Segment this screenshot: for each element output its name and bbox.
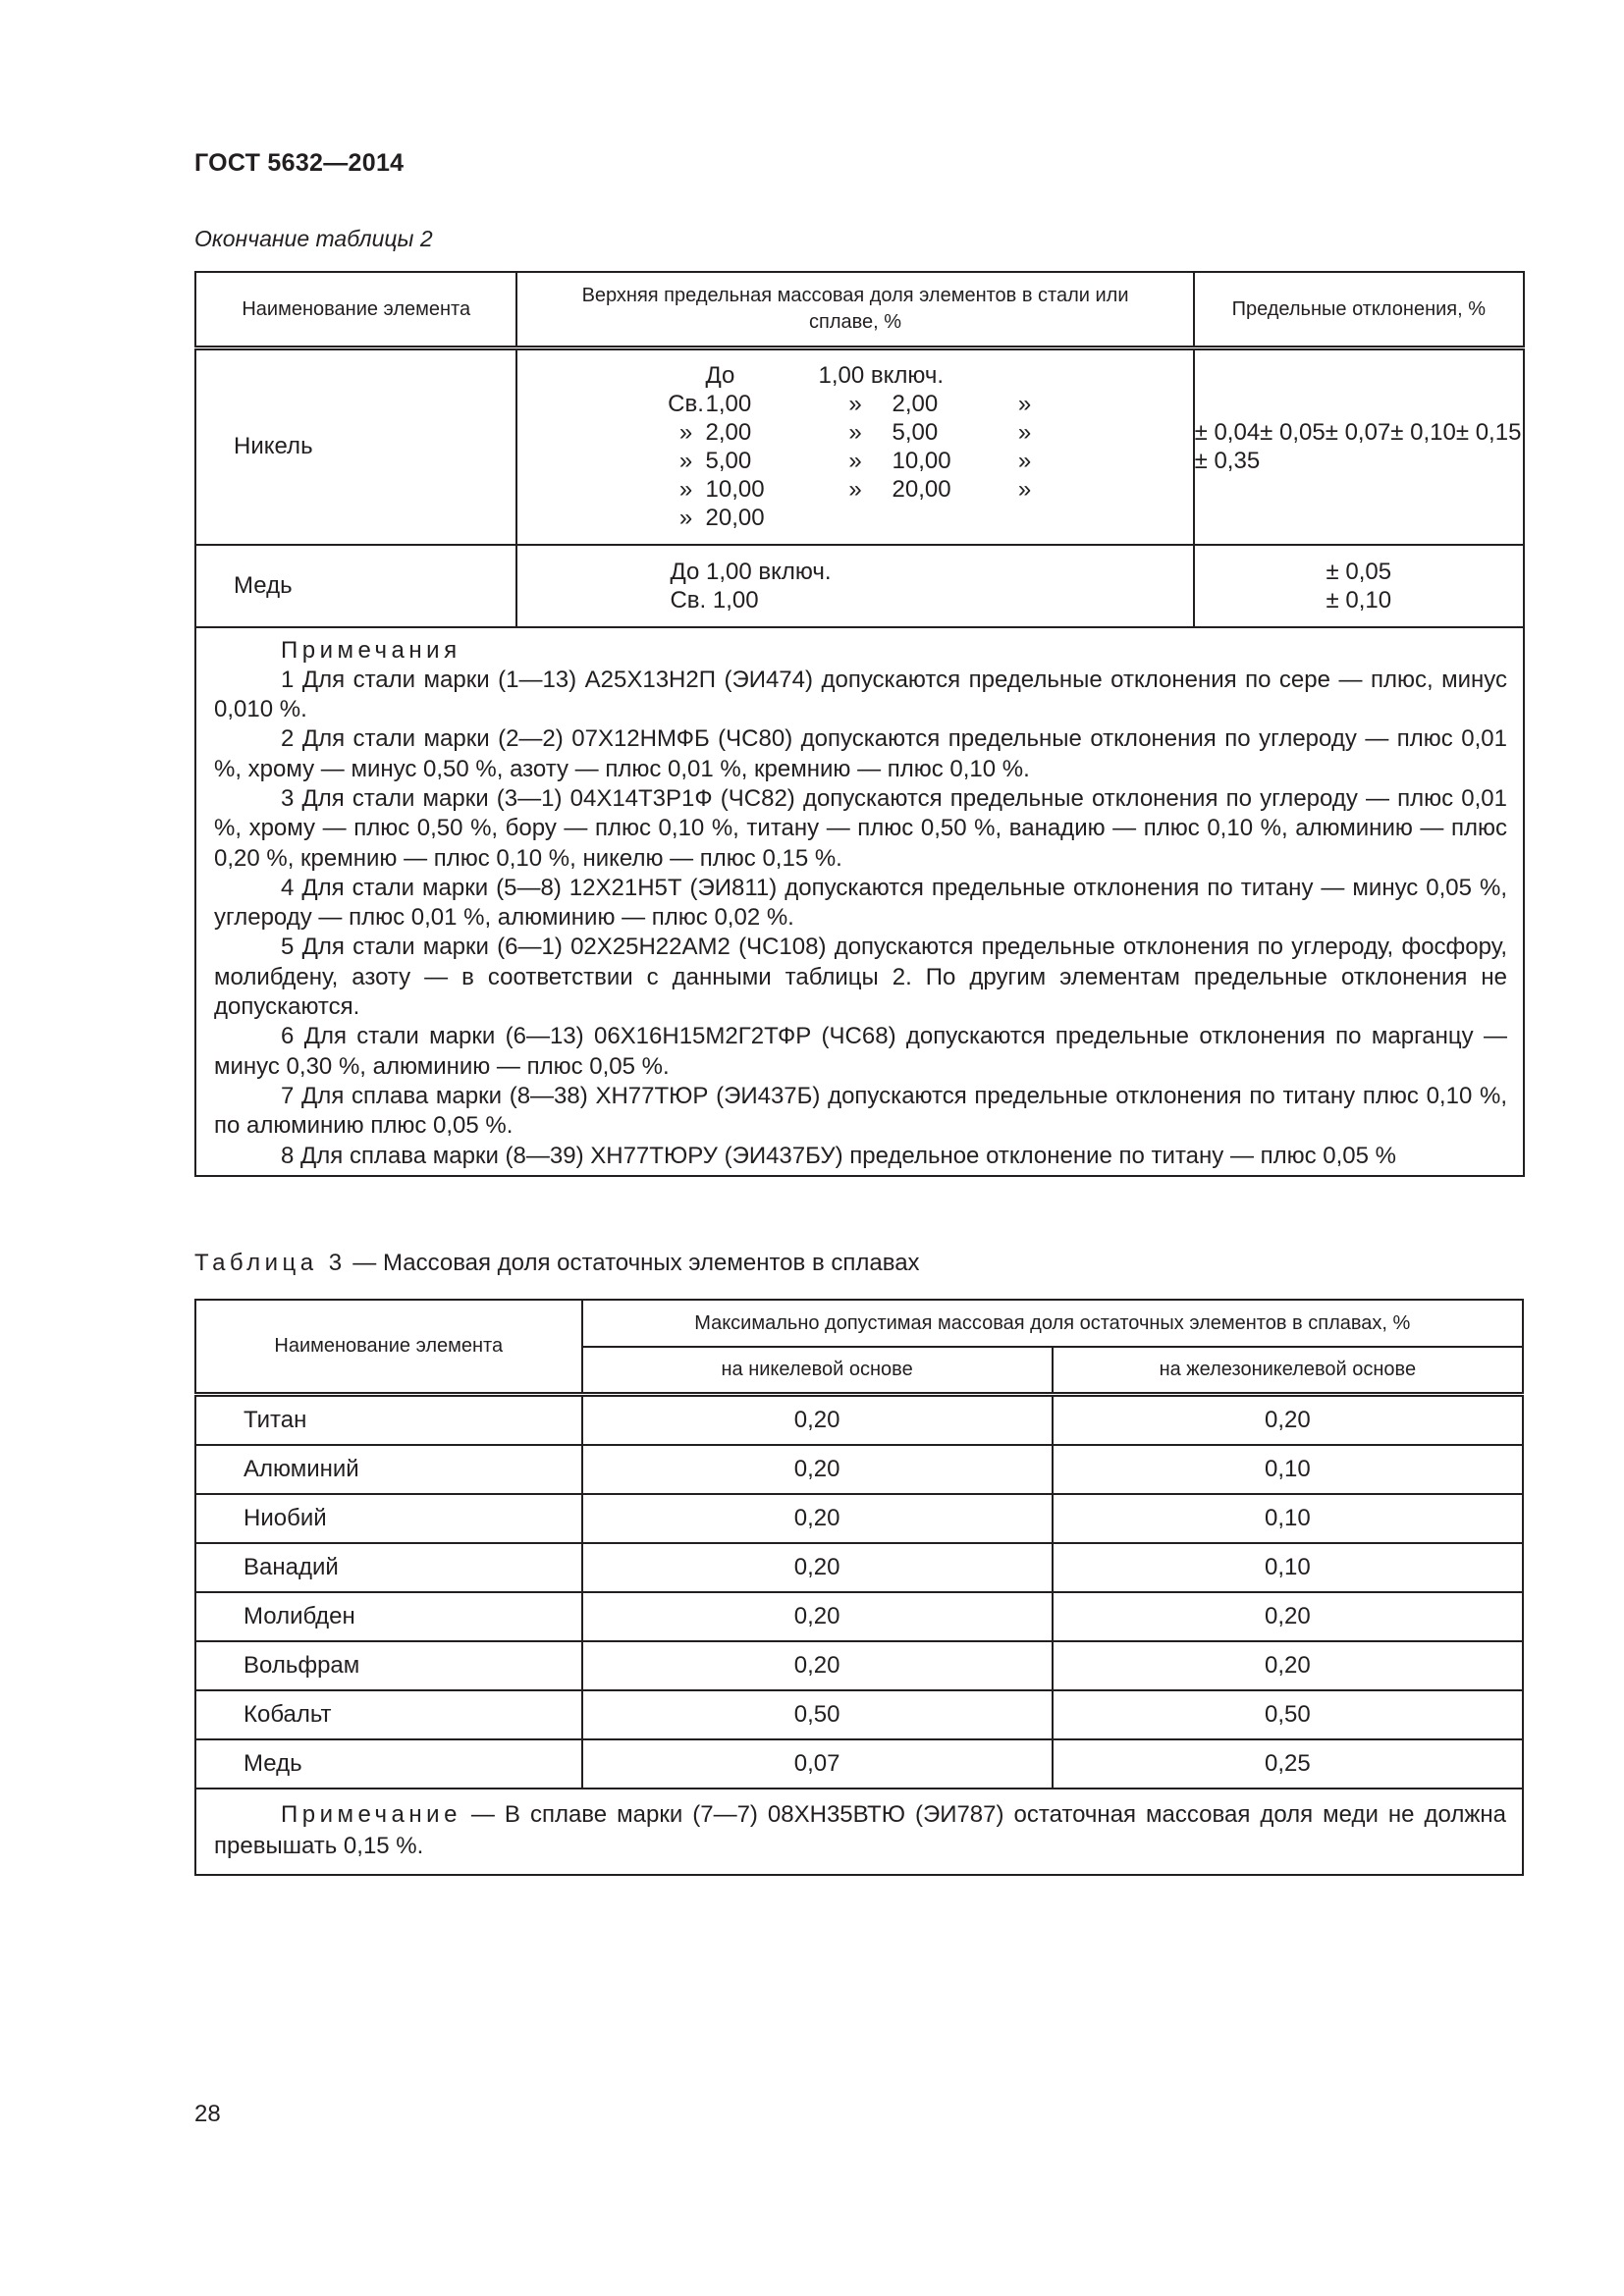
element-name: Молибден <box>195 1592 582 1641</box>
nickel-range-cell: 1,00 <box>705 391 752 418</box>
nickel-deviation: ± 0,10 <box>1390 419 1456 447</box>
nickel-range-cell: 20,00 <box>705 505 765 532</box>
column-header-max-residual: Максимально допустимая массовая доля остаточных элементов в сплавах, % <box>582 1300 1524 1347</box>
nickel-range-cell: » <box>678 476 693 504</box>
nickel-range-cell: » <box>848 419 862 447</box>
note-item: 7 Для сплава марки (8—38) ХН77ТЮР (ЭИ437Б) допускаются предельные отклонения по титану плюс 0,10 %, по алюминию плюс 0,05 %. <box>214 1082 1507 1140</box>
nickel-range-cell: » <box>1017 476 1032 504</box>
nickel-range-cell: 5,00 <box>705 448 752 475</box>
element-name: Медь <box>195 545 516 627</box>
nickel-range-cell: » <box>678 448 693 475</box>
deviation-values <box>1194 348 1524 545</box>
element-name: Ванадий <box>195 1543 582 1592</box>
column-header-upper-mass-fraction: Верхняя предельная массовая доля элементов в стали или сплаве, % <box>516 272 1193 348</box>
table3-caption-text: — Массовая доля остаточных элементов в сплавах <box>346 1250 920 1276</box>
column-header-iron-nickel-base: на железоникелевой основе <box>1053 1347 1523 1395</box>
iron-nickel-base-value: 0,10 <box>1053 1494 1523 1543</box>
table2-caption: Окончание таблицы 2 <box>194 226 433 251</box>
nickel-range-cell: 10,00 <box>705 476 765 504</box>
nickel-range-cell <box>667 361 706 390</box>
nickel-range-cell <box>1005 504 1045 532</box>
mass-fraction-ranges <box>516 545 1193 627</box>
iron-nickel-base-value: 0,20 <box>1053 1641 1523 1690</box>
table-row <box>195 1543 1523 1592</box>
table-row <box>195 1690 1523 1739</box>
table3-note-text: — В сплаве марки (7—7) 08ХН35ВТЮ (ЭИ787) остаточная массовая доля меди не должна превышать 0,15 %. <box>214 1801 1506 1859</box>
nickel-range-cell: Св. <box>668 391 704 418</box>
nickel-base-value: 0,20 <box>582 1494 1053 1543</box>
nickel-range-cell: 5,00 <box>892 419 939 447</box>
element-name: Медь <box>195 1739 582 1789</box>
nickel-base-value: 0,07 <box>582 1739 1053 1789</box>
iron-nickel-base-value: 0,20 <box>1053 1592 1523 1641</box>
nickel-range-cell: » <box>1017 448 1032 475</box>
nickel-range-cell: » <box>678 505 693 532</box>
nickel-deviation: ± 0,35 <box>1194 448 1261 475</box>
nickel-range-cell: » <box>1017 419 1032 447</box>
nickel-range-grid <box>517 361 1192 532</box>
nickel-deviation-list <box>1195 418 1523 475</box>
nickel-range-cell: 2,00 <box>705 419 752 447</box>
nickel-range-cell: 2,00 <box>892 391 939 418</box>
copper-range: До 1,00 включ. <box>670 558 832 585</box>
column-header-nickel-base: на никелевой основе <box>582 1347 1053 1395</box>
element-name: Титан <box>195 1395 582 1446</box>
column-header-element-name: Наименование элемента <box>195 272 516 348</box>
nickel-deviation: ± 0,04 <box>1194 419 1261 447</box>
column-header-element-name: Наименование элемента <box>195 1300 582 1395</box>
element-name: Никель <box>195 348 516 545</box>
nickel-range-cell: » <box>678 419 693 447</box>
iron-nickel-base-value: 0,20 <box>1053 1395 1523 1446</box>
element-name: Кобальт <box>195 1690 582 1739</box>
notes-list <box>214 666 1507 1171</box>
note-item: 1 Для стали марки (1—13) А25Х13Н2П (ЭИ474) допускаются предельные отклонения по сере — плюс, минус 0,010 %. <box>214 666 1507 723</box>
nickel-range-cell: » <box>848 391 862 418</box>
nickel-range-cell: 20,00 <box>892 476 951 504</box>
table-2 <box>194 271 1525 1177</box>
nickel-base-value: 0,20 <box>582 1395 1053 1446</box>
nickel-base-value: 0,20 <box>582 1543 1053 1592</box>
document-header: ГОСТ 5632—2014 <box>194 149 405 177</box>
nickel-range-cell: » <box>848 448 862 475</box>
nickel-range-cell <box>1005 361 1045 390</box>
notes-row <box>195 627 1524 1176</box>
copper-range: Св. 1,00 <box>670 586 759 614</box>
notes-row <box>195 1789 1523 1875</box>
nickel-deviation: ± 0,05 <box>1260 419 1326 447</box>
table3-caption <box>194 1250 920 1277</box>
page-number: 28 <box>194 2101 221 2127</box>
nickel-range-cell: 10,00 <box>892 448 951 475</box>
table-row <box>195 1395 1523 1446</box>
table3-note <box>195 1789 1523 1875</box>
nickel-base-value: 0,50 <box>582 1690 1053 1739</box>
column-header-deviations: Предельные отклонения, % <box>1194 272 1524 348</box>
nickel-range-cell: 1,00 включ. <box>818 362 945 390</box>
nickel-base-value: 0,20 <box>582 1592 1053 1641</box>
table-row <box>195 1739 1523 1789</box>
copper-deviation: ± 0,10 <box>1326 586 1392 614</box>
nickel-range-cell <box>893 504 1005 532</box>
iron-nickel-base-value: 0,50 <box>1053 1690 1523 1739</box>
nickel-deviation: ± 0,15 <box>1455 419 1522 447</box>
notes-title: Примечания <box>281 636 461 664</box>
table-row <box>195 1445 1523 1494</box>
element-name: Алюминий <box>195 1445 582 1494</box>
table-row <box>195 545 1524 627</box>
deviation-values <box>1194 545 1524 627</box>
copper-deviation: ± 0,05 <box>1326 558 1392 585</box>
nickel-range-cell: До <box>705 362 735 390</box>
nickel-range-cell <box>893 361 1005 390</box>
note-item: 4 Для стали марки (5—8) 12Х21Н5Т (ЭИ811) допускаются предельные отклонения по титану — минус 0,05 %, углероду — плюс 0,01 %, алюминию — плюс 0,02 %. <box>214 874 1507 932</box>
table3-caption-prefix: Таблица 3 <box>194 1250 347 1276</box>
table-row <box>195 1592 1523 1641</box>
note-item: 8 Для сплава марки (8—39) ХН77ТЮРУ (ЭИ437БУ) предельное отклонение по титану — плюс 0,05 % <box>281 1142 1397 1169</box>
element-name: Вольфрам <box>195 1641 582 1690</box>
note-item: 3 Для стали марки (3—1) 04Х14Т3Р1Ф (ЧС82) допускаются предельные отклонения по углероду — плюс 0,01 %, хрому — плюс 0,50 %, бору — плюс 0,10 %, титану — плюс 0,50 %, ванадию — плюс 0,10 %, алюминию — плюс 0,20 %, кремнию — плюс 0,10 %, никелю — плюс 0,15 %. <box>214 784 1507 872</box>
table3-body <box>195 1395 1523 1789</box>
iron-nickel-base-value: 0,10 <box>1053 1543 1523 1592</box>
table-row <box>195 1641 1523 1690</box>
nickel-deviation: ± 0,07 <box>1325 419 1391 447</box>
table-3 <box>194 1299 1524 1876</box>
table-row <box>195 348 1524 545</box>
nickel-range-cell <box>819 504 893 532</box>
element-name: Ниобий <box>195 1494 582 1543</box>
nickel-base-value: 0,20 <box>582 1641 1053 1690</box>
iron-nickel-base-value: 0,25 <box>1053 1739 1523 1789</box>
nickel-base-value: 0,20 <box>582 1445 1053 1494</box>
note-item: 2 Для стали марки (2—2) 07Х12НМФБ (ЧС80) допускаются предельные отклонения по углероду — плюс 0,01 %, хрому — минус 0,50 %, азоту — плюс 0,01 %, кремнию — плюс 0,10 %. <box>214 725 1507 782</box>
table-row <box>195 1494 1523 1543</box>
notes-cell <box>195 627 1524 1176</box>
note-item: 6 Для стали марки (6—13) 06Х16Н15М2Г2ТФР (ЧС68) допускаются предельные отклонения по марганцу — минус 0,30 %, алюминию — плюс 0,05 %. <box>214 1023 1507 1080</box>
nickel-range-cell: » <box>848 476 862 504</box>
iron-nickel-base-value: 0,10 <box>1053 1445 1523 1494</box>
note-item: 5 Для стали марки (6—1) 02Х25Н22АМ2 (ЧС108) допускаются предельные отклонения по углероду, фосфору, молибдену, азоту — в соответствии с данными таблицы 2. По другим элементам предельные отклонения не допускаются. <box>214 934 1507 1021</box>
table3-note-label: Примечание <box>281 1801 461 1828</box>
mass-fraction-ranges <box>516 348 1193 545</box>
nickel-range-cell: » <box>1017 391 1032 418</box>
